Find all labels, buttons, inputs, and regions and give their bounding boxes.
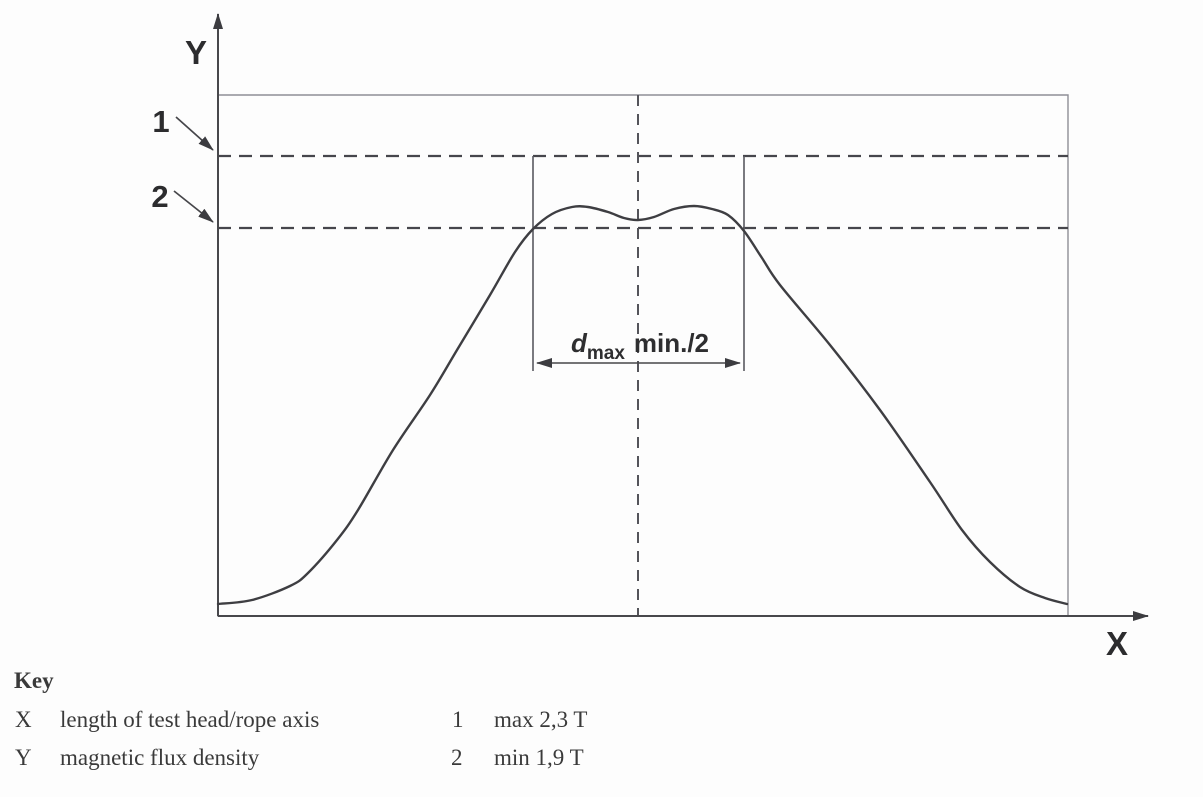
key-desc-x: length of test head/rope axis — [60, 707, 320, 732]
ref-2-label: 2 — [151, 179, 169, 214]
key-symbol-2: 2 — [451, 745, 463, 770]
key-heading: Key — [14, 668, 54, 693]
key-symbol-1: 1 — [452, 707, 464, 732]
dim-label-rest: min./2 — [633, 328, 710, 358]
leader-arrow-1 — [176, 117, 213, 150]
ref-1-label: 1 — [152, 104, 170, 139]
dim-label — [571, 328, 709, 364]
key-desc-1: max 2,3 T — [494, 707, 588, 732]
dim-label-d: d — [570, 328, 587, 358]
key-desc-2: min 1,9 T — [494, 745, 584, 770]
flux-density-curve — [218, 206, 1067, 604]
leader-arrow-2 — [174, 191, 213, 222]
key-symbol-x: X — [15, 707, 32, 732]
key-desc-y: magnetic flux density — [60, 745, 260, 770]
x-axis-label: X — [1105, 625, 1129, 662]
key-symbol-y: Y — [15, 745, 32, 770]
y-axis-label: Y — [184, 34, 208, 71]
dim-label-sub: max — [586, 343, 625, 364]
